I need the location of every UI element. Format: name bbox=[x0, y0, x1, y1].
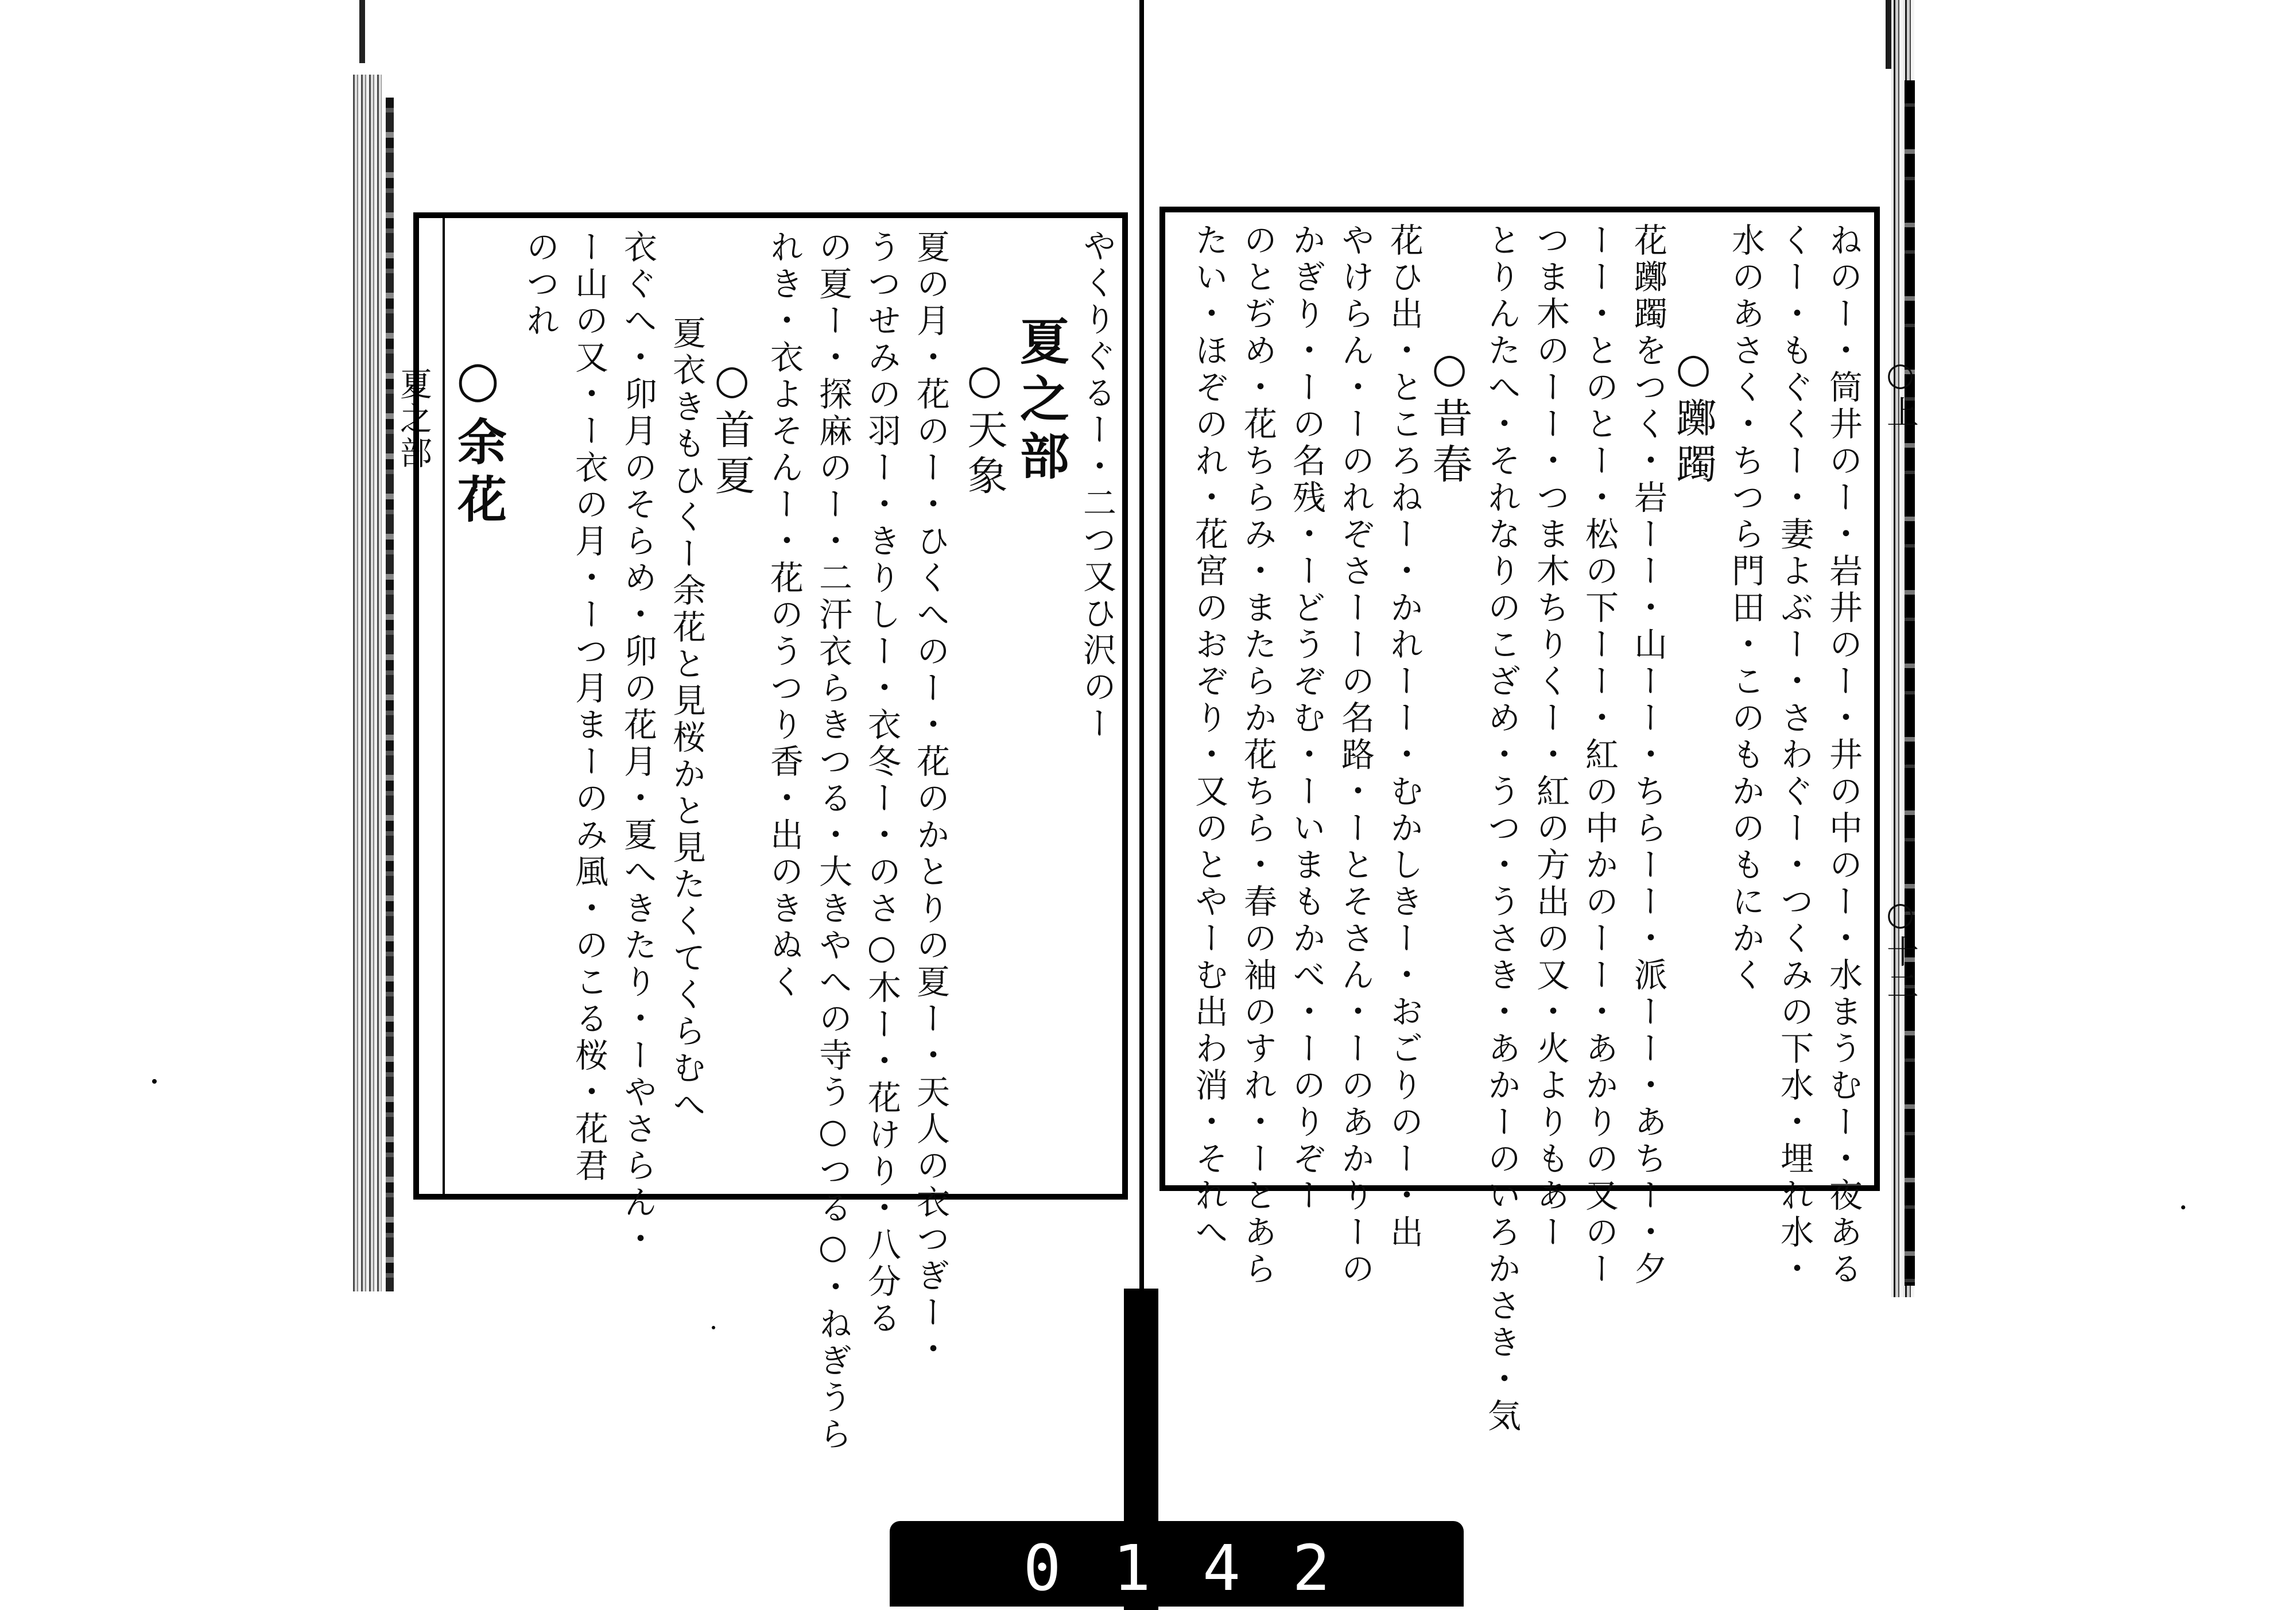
right-column-12: かぎり・ーの名残・ーどうぞむ・ーいまもかべ・ーのりぞー bbox=[1287, 223, 1326, 1215]
film-frame-counter bbox=[890, 1521, 1464, 1607]
right-column-8: とりんたへ・それなりのこざめ・うつ・うさき・あかーのいろかさき・気 bbox=[1482, 223, 1521, 1435]
right-column-6: ーー・とのとー・松の下ーー・紅の中かのーー・あかりの又のー bbox=[1580, 223, 1619, 1288]
right-text-frame bbox=[1159, 207, 1880, 1435]
section-heading-summer: 夏之部 bbox=[1011, 316, 1069, 488]
left-column-1: やくりぐるー・二つ又ひ沢のー bbox=[1077, 228, 1116, 743]
left-column-12: のつれ bbox=[521, 230, 560, 340]
scan-speck bbox=[2181, 1205, 2185, 1209]
right-column-2: くー・もぐくー・妻よぶー・さわぐー・つくみの下水・埋れ水・ bbox=[1775, 223, 1814, 1288]
subheading-tsutsuji: ○躑躅 bbox=[1670, 344, 1717, 489]
left-fore-edge-inner bbox=[386, 98, 394, 1291]
right-margin-page-number: ○十二 bbox=[1882, 895, 1919, 1004]
subheading-shuka: ○首夏 bbox=[708, 356, 755, 501]
right-column-14: たい・ほぞのれ・花宮のおぞり・又のとやーむ出わ消・それへ bbox=[1189, 223, 1228, 1251]
right-column-10: 花ひ出・ところねー・かれーー・むかしきー・おごりのー・出 bbox=[1384, 223, 1424, 1251]
left-margin-section-label: 夏之部 bbox=[395, 367, 432, 471]
right-fore-edge-dark bbox=[1905, 80, 1915, 1286]
subheading-tenshou: ○天象 bbox=[961, 356, 1008, 501]
right-column-5: 花躑躅をつく・岩ーー・山ーー・ちらーー・派ーー・あちー・夕 bbox=[1628, 223, 1667, 1288]
subheading-yoka: ○余花 bbox=[449, 350, 507, 531]
right-margin-volume-label: ○上 bbox=[1882, 356, 1919, 430]
left-column-7: れき・衣よそんー・花のうつり香・出のきぬく bbox=[765, 230, 804, 1001]
frame-number: 0142 bbox=[1023, 1531, 1382, 1605]
right-column-11: やけらん・ーのれぞさーーの名路・ーとそさん・ーのあかりーの bbox=[1336, 223, 1375, 1288]
subheading-sekishun: ○昔春 bbox=[1426, 344, 1473, 489]
left-column-5: うつせみの羽ー・きりしー・衣冬ー・のさ○木ー・花けり・八分る bbox=[862, 230, 901, 1337]
left-column-10: 衣ぐへ・卯月のそらめ・卯の花月・夏へきたり・ーやさらん・ bbox=[618, 230, 657, 1258]
scan-speck bbox=[712, 1326, 715, 1329]
left-fore-edge bbox=[353, 75, 382, 1291]
left-page-top-edge bbox=[359, 0, 365, 63]
right-column-3: 水のあさく・ちつら門田・このもかのもにかく bbox=[1726, 223, 1765, 994]
right-column-7: つま木のーー・つま木ちりくー・紅の方出の又・火よりもあー bbox=[1531, 223, 1570, 1251]
left-column-11: ー山の又・ー衣の月・ーつ月まーのみ風・のこる桜・花君 bbox=[569, 230, 608, 1185]
right-column-13: のとぢめ・花ちらみ・またらか花ちら・春の袖のすれ・ーとあら bbox=[1238, 223, 1277, 1288]
left-text-frame bbox=[413, 212, 1128, 1453]
left-column-9: 夏衣きもひくー余花と見桜かと見たくてくらむへ bbox=[667, 316, 706, 1124]
left-column-6: の夏ー・探麻のー・二汗衣らきつる・大きやへの寺う○つる○・ねぎうら bbox=[813, 230, 852, 1453]
left-frame-inner-rule bbox=[443, 212, 445, 1200]
scan-speck bbox=[152, 1079, 157, 1084]
left-column-4: 夏の月・花のー・ひくへのー・花のかとりの夏ー・天人の衣つぎー・ bbox=[911, 230, 950, 1368]
right-column-1: ねのー・筒井のー・岩井のー・井の中のー・水まうむー・夜ある bbox=[1824, 223, 1863, 1288]
gutter-binding-line bbox=[1139, 0, 1144, 1297]
